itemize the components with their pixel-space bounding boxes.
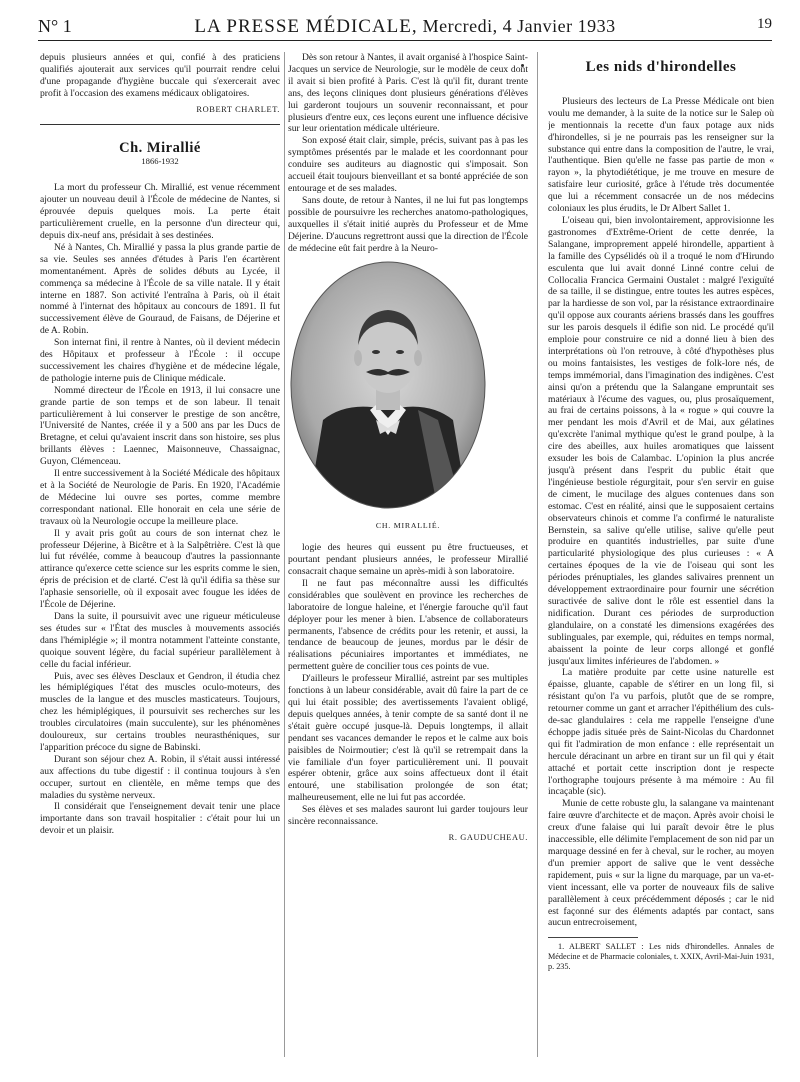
paragraph: Son internat fini, il rentre à Nantes, où il devient médecin des Hôpitaux et professeur à l'École : il occupe successivement les chaires d'hygiène et de médecine légale, de pathologie interne puis de Clinique médicale. — [40, 337, 280, 384]
obituary-dates: 1866-1932 — [141, 156, 179, 167]
article-body — [548, 96, 774, 929]
journal-title: LA PRESSE MÉDICALE, — [194, 16, 418, 37]
paragraph: Nommé directeur de l'École en 1913, il lui consacre une grande partie de son temps et de son labeur. Il tenait particulièrement à lui conserver le prestige de son ancêtre, l'Université de Nantes, créée il y a 500 ans par les Ducs de Bretagne, et celui qu'avaient inscrit dans son histoire, ses plus brillants élèves : Laennec, Maisonneuve, Chassaignac, Guyon, Clémenceau. — [40, 384, 280, 468]
journal-masthead — [38, 16, 772, 38]
paragraph: Son exposé était clair, simple, précis, suivant pas à pas les symptômes présentés par le malade et les coordonnant pour conduire ses auditeurs au diagnostic qui s'imposait. Son accueil était toujours bienveillant et sa bonté appréciée de son entourage et de ses malades. — [288, 135, 528, 194]
paragraph: L'oiseau qui, bien involontairement, approvisionne les gastronomes d'Extrême-Orient de cette denrée, la Salangane, improprement appelé hirondelle, appartient à la famille des Cypsélidés où il a troqué le nom d'Hirundo esculenta que lui avait donné Linné contre celui de Collocalia Francica Germaini Oustalet : malgré l'exiguïté de sa taille, il se distingue, entre toutes les autres espèces, par la hardiesse de son vol, par la résistance extraordinaire qu'il oppose aux courants aériens brassés dans les gouffres sur les parois desquels il édifie son nid. Le procédé qu'il emploie pour construire ce nid a donné lieu à bien des interprétations où l'on retrouve, à côté d'hypothèses plus ou moins fantaisistes, les vestiges de folk-lore nés, de temps immémorial, dans l'imagination des indigènes. C'est ainsi qu'on a prétendu que la Salangane empruntait ses matériaux à l'écume des vagues, ou, plus prosaïquement, au frai de certains poissons, à la « rogue » qui couvre la mer pendant les mois d'Avril et de Mai, aux gélatines qu'excrète l'animal mythique qu'est le grand poulpe, à la cire des abeilles, aux huiles aromatiques que laissent exsuder les bois de Calambac. L'opinion la plus ancrée jusqu'à présent dans l'esprit du public était que l'ingénieuse bestiole régurgitait, pour s'en servir en guise de ciment, le mucilage des algues contenues dans son estomac. C'est en réalité, ainsi que le supposaient certains observateurs chinois et comme l'a confirmé le naturaliste Bernstein, sa salive qu'elle utilise, salive qu'elle peut produire en quantités industrielles, par suite d'une particularité physiologique des plus curieuses : « A certaines époques de la vie de l'oiseau qui sont les périodes prénuptiales, les glandes salivaires prennent un développement extraordinaire pour fournir une sécrétion suractivée de salive dont le rôle est essentiel dans la nidification. Durant ces périodes de surproduction glandulaire, on a constaté les dimensions exagérées des sublinguales, par exemple, qui, réduites en temps normal, abaissent la pointe de leur corps allongé et gonflé jusqu'aux limites inférieures de l'abdomen. » — [548, 214, 774, 667]
paragraph: Né à Nantes, Ch. Mirallié y passa la plus grande partie de sa vie. Seules ses années d'études à Paris l'en écartèrent momentanément. Après de solides débuts au Lycée, il commença sa médecine à l'École de sa ville natale. Il y était interne en 1887. Son activité l'entraîna à Paris, où il était nommé à l'internat des hôpitaux au concours de 1891. Il fut successivement élève de Gouraud, de Faisans, de Déjerine et de A. Robin. — [40, 241, 280, 337]
paragraph: Dès son retour à Nantes, il avait organisé à l'hospice Saint-Jacques un service de Neurologie, sur le modèle de ceux dont il avait si bien profité à Paris. C'est là qu'il fit, durant trente ans, des leçons cliniques dont plusieurs générations d'élèves lui garderont toujours un souvenir reconnaissant, et pour plusieurs d'entre eux, ces leçons eurent une influence décisive sur leur orientation médicale ultérieure. — [288, 52, 528, 135]
column-divider — [284, 52, 285, 1057]
paragraph: Munie de cette robuste glu, la salangane va maintenant faire œuvre d'architecte et de maçon. Après avoir choisi le creux d'une falaise qui lui paraît devoir être le plus inaccessible, elle délimite l'emplacement de son nid par un marquage dessiné en fer à cheval, sur le rocher, au moyen d'un premier apport de salive que le vent dessèche rapidement, puis « sur la ligne du marquage, par un va-et-vient incessant, elle va porter de nouveaux fils de salive parallèlement à ceux précédemment déposés ; car le nid est façonné sur des éléments adaptés par contact, sans aucun entrecroisement, — [548, 798, 774, 929]
paragraph: Il entre successivement à la Société Médicale des hôpitaux et à la Société de Neurologie de Paris. En 1920, l'Académie de Médecine lui ouvre ses portes, comme membre correspondant national. Elle honorait en cela une série de travaux où la Neurologie occupe la meilleure place. — [40, 468, 280, 527]
paragraph: Il ne faut pas méconnaître aussi les difficultés considérables que soulèvent en province les recherches de laboratoire de longue haleine, et l'énergie farouche qu'il faut déployer pour les mener à bien. L'absence de collaborateurs permanents, l'absence de crédits pour les retenir, et aussi, la tendance de beaucoup de jeunes, mordus par le désir de réalisations pécuniaires importantes et immédiates, ne permettent guère de concilier tous ces points de vue. — [288, 577, 528, 673]
column-3 — [548, 52, 774, 1072]
intro-signature: ROBERT CHARLET. — [196, 104, 280, 114]
article-separator — [40, 124, 280, 125]
paragraph: logie des heures qui eussent pu être fructueuses, et pourtant pendant plusieurs années, le professeur Mirallié consacrait chaque semaine un après-midi à son laboratoire. — [288, 542, 528, 578]
obituary-continued — [288, 52, 528, 254]
obituary-signature: R. GAUDUCHEAU. — [448, 832, 528, 842]
column-divider — [537, 52, 538, 1057]
obituary-body — [40, 182, 280, 837]
paragraph: La matière produite par cette usine naturelle est épaisse, gluante, capable de s'étirer en un long fil, si résistant qu'on l'a vu parfois, plutôt que de se rompre, retourner comme un gant et arracher l'épithélium des culs-de-sac glandulaires : cela me rappelle l'enseigne d'une échoppe jadis située près de Saint-Nicolas du Chardonnet qui fit l'admiration de mon enfance : elle représentait un hercule déracinant un arbre en tirant sur un fil qui y était attaché et portait cette inscription dont je respecte l'orthographe toujours présente à ma mémoire : Au fil incaçable (sic). — [548, 667, 774, 798]
paragraph: Durant son séjour chez A. Robin, il s'était aussi intéressé aux affections du tube digestif : il continua toujours à s'en occuper, surtout en clientèle, en même temps que des maladies du système nerveux. — [40, 753, 280, 801]
paragraph: Plusieurs des lecteurs de La Presse Médicale ont bien voulu me demander, à la suite de la notice sur le Salep où je mentionnais la recette d'un faux potage aux nids d'hirondelles, si je ne pourrais pas les renseigner sur la substance qui entre dans la composition de l'autre, le vrai, l'authentique. Bien qu'elle ne fasse pas partie de mon « rayon », la phytodiététique, je me trouve en mesure de satisfaire leur curiosité, grâce à l'étude très documentée que lui a récemment consacrée un de nos médecins coloniaux les plus érudits, le Dr Albert Sallet 1. — [548, 95, 774, 215]
column-1 — [40, 52, 280, 1072]
header-rule — [38, 40, 772, 41]
paragraph: Il y avait pris goût au cours de son internat chez le professeur Déjerine, à Bicêtre et à la Salpêtrière. C'est là que lui fut révélée, comme à beaucoup d'autres la passionnante attirance qu'exerce cette science sur les esprits comme le sien, épris de précision et de clarté. C'est là qu'il édifia sa thèse sur l'aphasie sensorielle, où il exposait avec fougue les idées de l'École de Déjerine. — [40, 527, 280, 611]
portrait-photo — [288, 260, 488, 510]
intro-paragraph: depuis plusieurs années et qui, confié à des praticiens qualifiés ajouterait aux services qu'il pourrait rendre celui d'une propagande d'hygiène buccale qui s'exercerait avec profit à l'occasion des examens médicaux obligatoires. — [40, 52, 280, 99]
paragraph: La mort du professeur Ch. Mirallié, est venue récemment ajouter un nouveau deuil à l'École de médecine de Nantes, si éprouvée depuis quelques mois. La perte était particulièrement cruelle, en la personne d'un directeur qui, depuis dix-neuf ans, présidait à ses destinées. — [40, 182, 280, 241]
page-number: 19 — [757, 16, 772, 32]
issue-number: N° 1 — [38, 16, 72, 36]
obituary-conclusion — [288, 542, 528, 828]
photo-caption: CH. MIRALLIÉ. — [375, 521, 441, 531]
article-title: Les nids d'hirondelles — [585, 59, 737, 75]
footnote-rule — [548, 937, 638, 938]
footnote: 1. ALBERT SALLET : Les nids d'hirondelles. Annales de Médecine et de Pharmacie coloniales, t. XXIX, Avril-Mai-Juin 1931, p. 235. — [548, 942, 774, 972]
paragraph: Sans doute, de retour à Nantes, il ne lui fut pas longtemps possible de poursuivre les recherches anatomo-pathologiques, auxquelles il s'était initié auprès du Professeur et de Mme Déjerine. D'aucuns regrettront aussi que la direction de l'École de médecine eût fait perdre à la Neuro- — [288, 194, 528, 254]
obituary-title: Ch. Mirallié — [119, 139, 201, 156]
page-header — [38, 14, 772, 40]
issue-date: Mercredi, 4 Janvier 1933 — [422, 16, 616, 36]
paragraph: D'ailleurs le professeur Mirallié, astreint par ses multiples fonctions à un labeur considérable, avait dû faire la part de ce qui lui était possible; des avertissements l'avaient obligé, depuis quelques années, à tenir compte de sa santé dont il ne s'était guère occupé jusque-là. Depuis longtemps, il allait pendant ses vacances demander le repos et le calme aux bois paisibles de Noirmoutier; c'est là qu'il se retrempait dans la vie familiale d'un foyer particulièrement uni. Il pouvait espérer obtenir, grâce aux soins affectueux dont il était entouré, une stabilisation prolongée de son état; malheureusement, elle ne lui fut pas accordée. — [288, 673, 528, 804]
paragraph: Il considérait que l'enseignement devait tenir une place importante dans son travail hospitalier : c'était pour lui un devoir et un plaisir. — [40, 801, 280, 837]
column-2 — [288, 52, 528, 1072]
paragraph: Puis, avec ses élèves Desclaux et Gendron, il étudia chez les hémiplégiques l'état des muscles oculo-moteurs, des muscles de la langue et des muscles masticateurs. Toujours, chez les hémiplégiques, il poursuivit ses recherches sur les troubles circulatoires (main succulente), sur les phénomènes douloureux, sur certains troubles neurasthéniques, sur l'apparition précoce du signe de Babinski. — [40, 670, 280, 753]
paragraph: Dans la suite, il poursuivit avec une rigueur méticuleuse ses études sur « l'État des muscles à mouvements associés dans l'hémiplégie »; il montra notamment l'atteinte constante, quoique souvent légère, du facial supérieur parallèlement à celle du facial inférieur. — [40, 610, 280, 670]
paragraph: Ses élèves et ses malades sauront lui garder toujours leur sincère reconnaissance. — [288, 804, 528, 828]
